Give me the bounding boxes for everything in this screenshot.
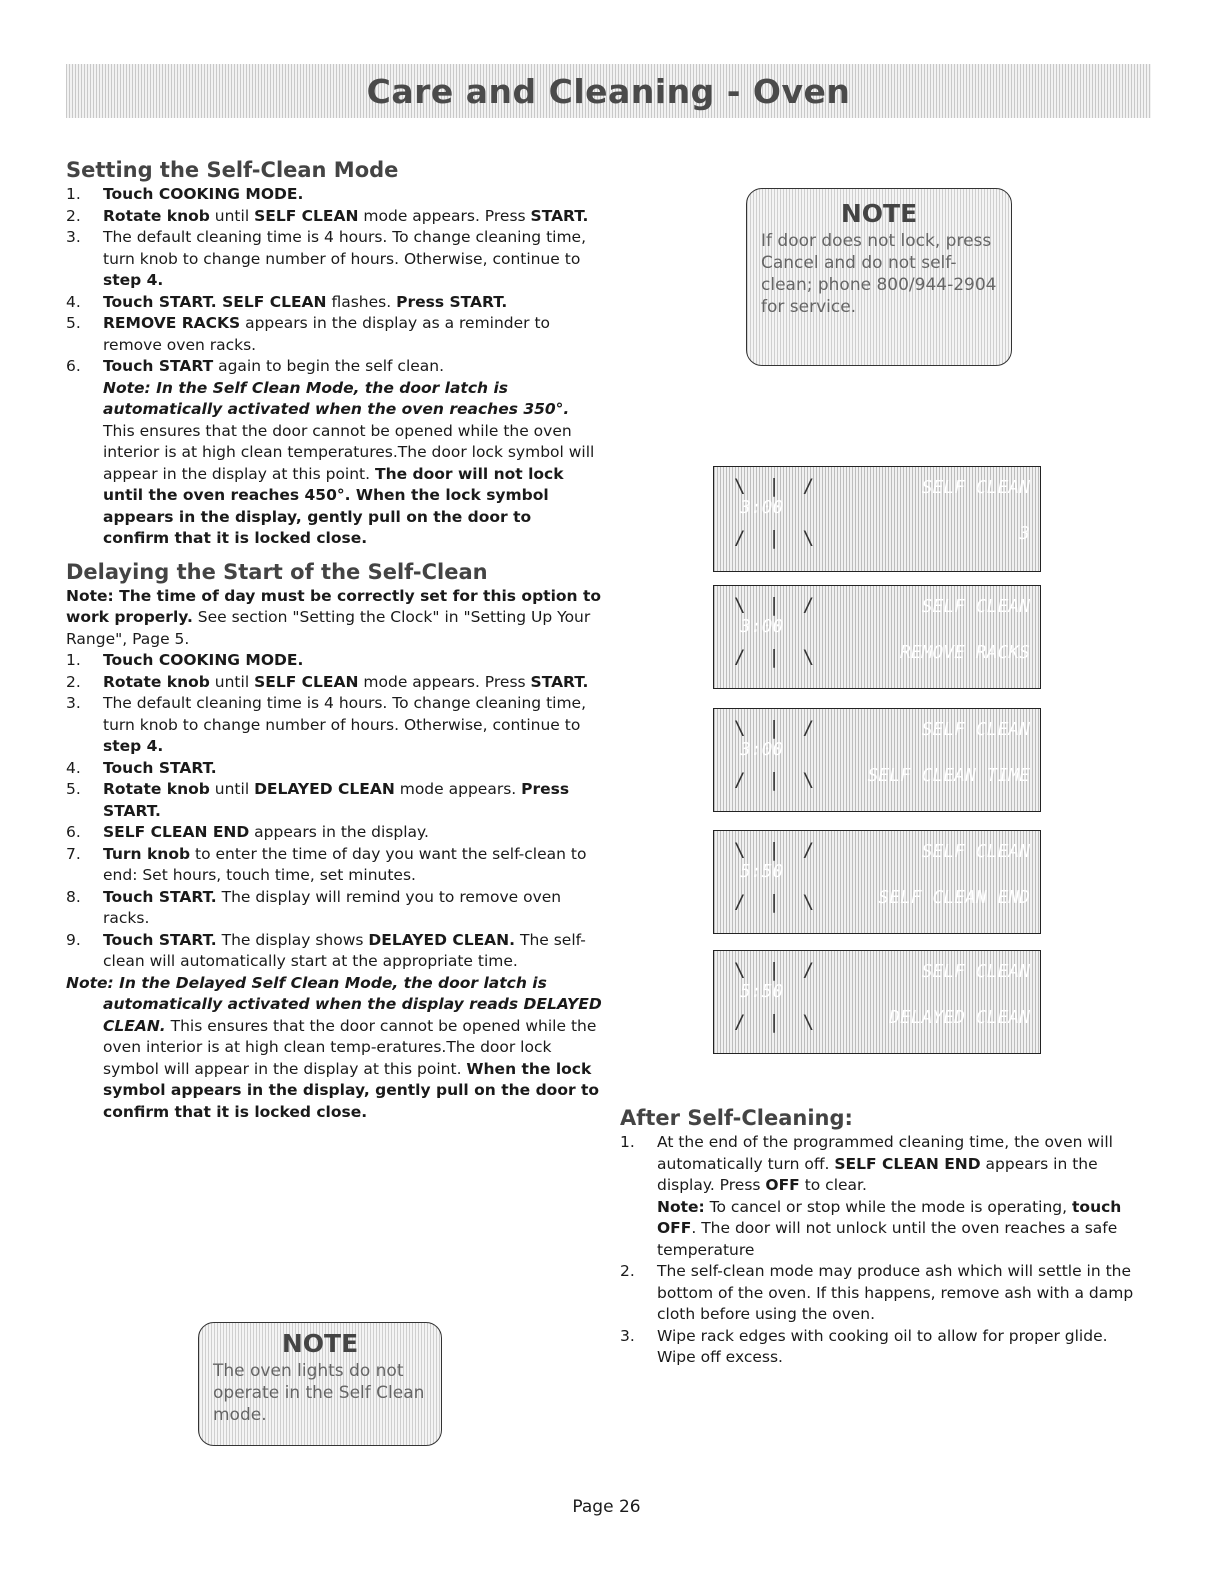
text-run: In the Delayed Self Clean Mode, the door latch is automatically activated when the display reads DELAYED CLEAN. [103, 973, 602, 1035]
step-item [66, 887, 602, 930]
text-run: The self-clean will automatically start at the appropriate time. [103, 930, 586, 970]
header-bar [66, 64, 1151, 118]
step-item [66, 693, 602, 758]
display-time: 5:50 [740, 981, 784, 1002]
text-run: Touch START. [103, 930, 217, 949]
text-run: Rotate knob [103, 780, 210, 798]
oven-display [713, 830, 1041, 934]
step-sub-note [657, 1197, 1150, 1262]
step-text [103, 887, 602, 930]
text-run: Touch COOKING MODE. [103, 185, 304, 203]
step-text [103, 844, 602, 887]
step-number: 2. [66, 672, 81, 691]
step-text [103, 693, 602, 758]
text-run: Press START. [103, 780, 570, 820]
display-status-text: SELF CLEAN TIME [867, 765, 1030, 786]
step-text [103, 184, 602, 206]
lock-rays-icon: \ | / / | \ [734, 594, 815, 668]
oven-display [713, 466, 1041, 572]
note-text: If door does not lock, press Cancel and do not self-clean; phone 800/944-2904 for service. [761, 231, 997, 317]
text-run: Wipe rack edges with cooking oil to allow for proper glide. Wipe off excess. [657, 1326, 1108, 1366]
text-run: Note: The time of day must be correctly set for this option to work properly. [66, 586, 602, 626]
self-clean-note [66, 378, 602, 550]
text-run: until [209, 206, 255, 225]
delay-intro [66, 586, 602, 651]
step-item [66, 672, 602, 694]
display-status-text: REMOVE RACKS [899, 642, 1030, 663]
text-run: . The door will not unlock until the oven reaches a safe temperature [657, 1219, 1118, 1259]
text-run: This ensures that the door cannot be opened while the oven interior is at high clean temperatures.The door lock symbol will appear in the display at this point. [103, 421, 595, 483]
text-run: appears in the display. [249, 823, 429, 841]
lock-rays-icon: \ | / / | \ [734, 959, 815, 1033]
step-number: 1. [66, 185, 81, 203]
text-run: appears in the display. Press [657, 1154, 1098, 1194]
step-text [103, 313, 602, 356]
text-run: The default cleaning time is 4 hours. To change cleaning time, turn knob to change number of hours. Otherwise, continue to [103, 694, 587, 734]
display-status-text: DELAYED CLEAN [889, 1007, 1030, 1028]
step-number: 3. [620, 1326, 635, 1345]
text-run: SELF CLEAN [254, 672, 359, 691]
step-item [620, 1261, 1150, 1326]
note-title: NOTE [281, 1329, 359, 1358]
text-run: Rotate knob [103, 672, 210, 691]
page-number: Page 26 [572, 1497, 641, 1517]
step-item [66, 356, 602, 378]
text-run: mode appears. Press [358, 206, 531, 225]
text-run: See section "Setting the Clock" in "Setting Up Your Range", Page 5. [66, 608, 591, 648]
text-run: Touch COOKING MODE. [103, 651, 304, 669]
step-text [657, 1132, 1150, 1261]
step-item [66, 844, 602, 887]
section-heading-self-clean: Setting the Self-Clean Mode [66, 158, 399, 182]
text-run: mode appears. Press [358, 672, 531, 691]
text-run: SELF CLEAN [254, 206, 359, 225]
oven-display [713, 950, 1041, 1054]
step-number: 1. [620, 1133, 635, 1151]
text-run: Touch START. SELF CLEAN [103, 292, 327, 311]
oven-display [713, 585, 1041, 689]
step-item [66, 313, 602, 356]
step-text [657, 1326, 1150, 1369]
step-number: 9. [66, 930, 81, 949]
step-number: 2. [66, 206, 81, 225]
step-item [66, 206, 602, 228]
note-body [103, 974, 602, 1121]
text-run: SELF CLEAN END [103, 823, 250, 841]
text-run: Note: [657, 1197, 705, 1216]
step-text [657, 1261, 1150, 1326]
step-text [103, 206, 602, 228]
step-item [66, 227, 602, 292]
text-run: to enter the time of day you want the self-clean to end: Set hours, touch time, set minutes. [103, 844, 587, 884]
step-item [66, 650, 602, 672]
oven-display [713, 708, 1041, 812]
step-item [66, 184, 602, 206]
step-number: 6. [66, 357, 81, 375]
section-heading-after: After Self-Cleaning: [620, 1106, 853, 1130]
step-text [103, 672, 602, 694]
step-text [103, 758, 602, 780]
step-number: 3. [66, 694, 81, 712]
step-text [103, 650, 602, 672]
step-number: 5. [66, 314, 81, 332]
step-number: 6. [66, 823, 81, 841]
display-mode-text: SELF CLEAN [921, 596, 1030, 617]
page-title: Care and Cleaning - Oven [366, 71, 851, 111]
display-time: 3:00 [740, 497, 784, 518]
note-title: NOTE [840, 199, 918, 228]
text-run: SELF CLEAN END [834, 1154, 981, 1173]
display-mode-text: SELF CLEAN [921, 961, 1030, 982]
display-mode-text: SELF CLEAN [921, 841, 1030, 862]
text-run: step 4. [103, 271, 164, 289]
step-number: 7. [66, 844, 81, 863]
note-text: The oven lights do not operate in the Self Clean mode. [213, 1361, 425, 1425]
display-status-text: 3 [1019, 523, 1030, 544]
after-clean-steps [620, 1132, 1150, 1369]
step-text [103, 779, 602, 822]
step-item [66, 822, 602, 844]
text-run: This ensures that the door cannot be opened while the oven interior is at high clean temp-eratures.The door lock symbol will appear in the display at this point. [103, 1016, 597, 1078]
text-run: step 4. [103, 737, 164, 755]
text-run: Touch START. [103, 758, 217, 777]
note-lead: Note: [66, 973, 114, 992]
step-item [66, 779, 602, 822]
display-mode-text: SELF CLEAN [921, 477, 1030, 498]
text-run: to clear. [799, 1176, 867, 1194]
display-time: 3:00 [740, 739, 784, 760]
lock-rays-icon: \ | / / | \ [734, 839, 815, 913]
step-number: 1. [66, 651, 81, 669]
note-box-door-lock [746, 188, 1012, 366]
step-number: 8. [66, 887, 81, 906]
step-item [66, 758, 602, 780]
text-run: until [209, 780, 255, 798]
step-number: 3. [66, 228, 81, 246]
display-time: 3:00 [740, 616, 784, 637]
note-box-oven-lights [198, 1322, 442, 1446]
text-run: Touch START [103, 357, 214, 375]
section-heading-delay: Delaying the Start of the Self-Clean [66, 559, 488, 584]
display-status-text: SELF CLEAN END [878, 887, 1030, 908]
display-mode-text: SELF CLEAN [921, 719, 1030, 740]
step-item [66, 292, 602, 314]
text-run: Touch START. [103, 887, 217, 906]
self-clean-steps [66, 184, 602, 378]
text-run: When the lock symbol appears in the display, gently pull on the door to confirm that it is locked close. [103, 1059, 600, 1121]
lock-rays-icon: \ | / / | \ [734, 475, 815, 549]
step-item [620, 1132, 1150, 1261]
text-run: Note: In the Self Clean Mode, the door latch is automatically activated when the oven reaches 350°. [103, 378, 570, 418]
text-run: The display shows [216, 930, 369, 949]
text-run: flashes. [326, 292, 397, 311]
delay-note [66, 973, 602, 1124]
text-run: again to begin the self clean. [213, 357, 445, 375]
step-text [103, 356, 602, 378]
text-run: DELAYED CLEAN [254, 780, 395, 798]
text-run: At the end of the programmed cleaning time, the oven will automatically turn off. [657, 1133, 1113, 1173]
text-run: START. [530, 206, 589, 225]
text-run: touch OFF [657, 1197, 1122, 1237]
step-item [66, 930, 602, 973]
right-column [620, 1106, 1150, 1369]
text-run: OFF [765, 1176, 800, 1194]
left-column [66, 158, 602, 1123]
text-run: DELAYED CLEAN. [368, 930, 516, 949]
lock-rays-icon: \ | / / | \ [734, 717, 815, 791]
step-item [620, 1326, 1150, 1369]
text-run: Rotate knob [103, 206, 210, 225]
text-run: REMOVE RACKS [103, 314, 241, 332]
step-number: 2. [620, 1262, 635, 1280]
text-run: START. [530, 672, 589, 691]
step-number: 5. [66, 780, 81, 798]
text-run: The default cleaning time is 4 hours. To change cleaning time, turn knob to change number of hours. Otherwise, continue to [103, 228, 587, 268]
step-text [103, 822, 602, 844]
step-text [103, 930, 602, 973]
step-text [103, 292, 602, 314]
delay-steps [66, 650, 602, 973]
text-run: Turn knob [103, 844, 191, 863]
text-run: To cancel or stop while the mode is operating, [704, 1197, 1073, 1216]
text-run: The display will remind you to remove oven racks. [103, 887, 562, 927]
text-run: The door will not lock until the oven reaches 450°. When the lock symbol appears in the display, gently pull on the door to confirm that it is locked close. [103, 464, 564, 547]
display-time: 5:50 [740, 861, 784, 882]
text-run: appears in the display as a reminder to remove oven racks. [103, 314, 551, 354]
text-run: Press START. [396, 292, 508, 311]
step-text [103, 227, 602, 292]
step-number: 4. [66, 292, 81, 311]
text-run: until [209, 672, 255, 691]
step-number: 4. [66, 758, 81, 777]
text-run: mode appears. [394, 780, 522, 798]
text-run: The self-clean mode may produce ash which will settle in the bottom of the oven. If this happens, remove ash with a damp cloth before using the oven. [657, 1262, 1134, 1323]
